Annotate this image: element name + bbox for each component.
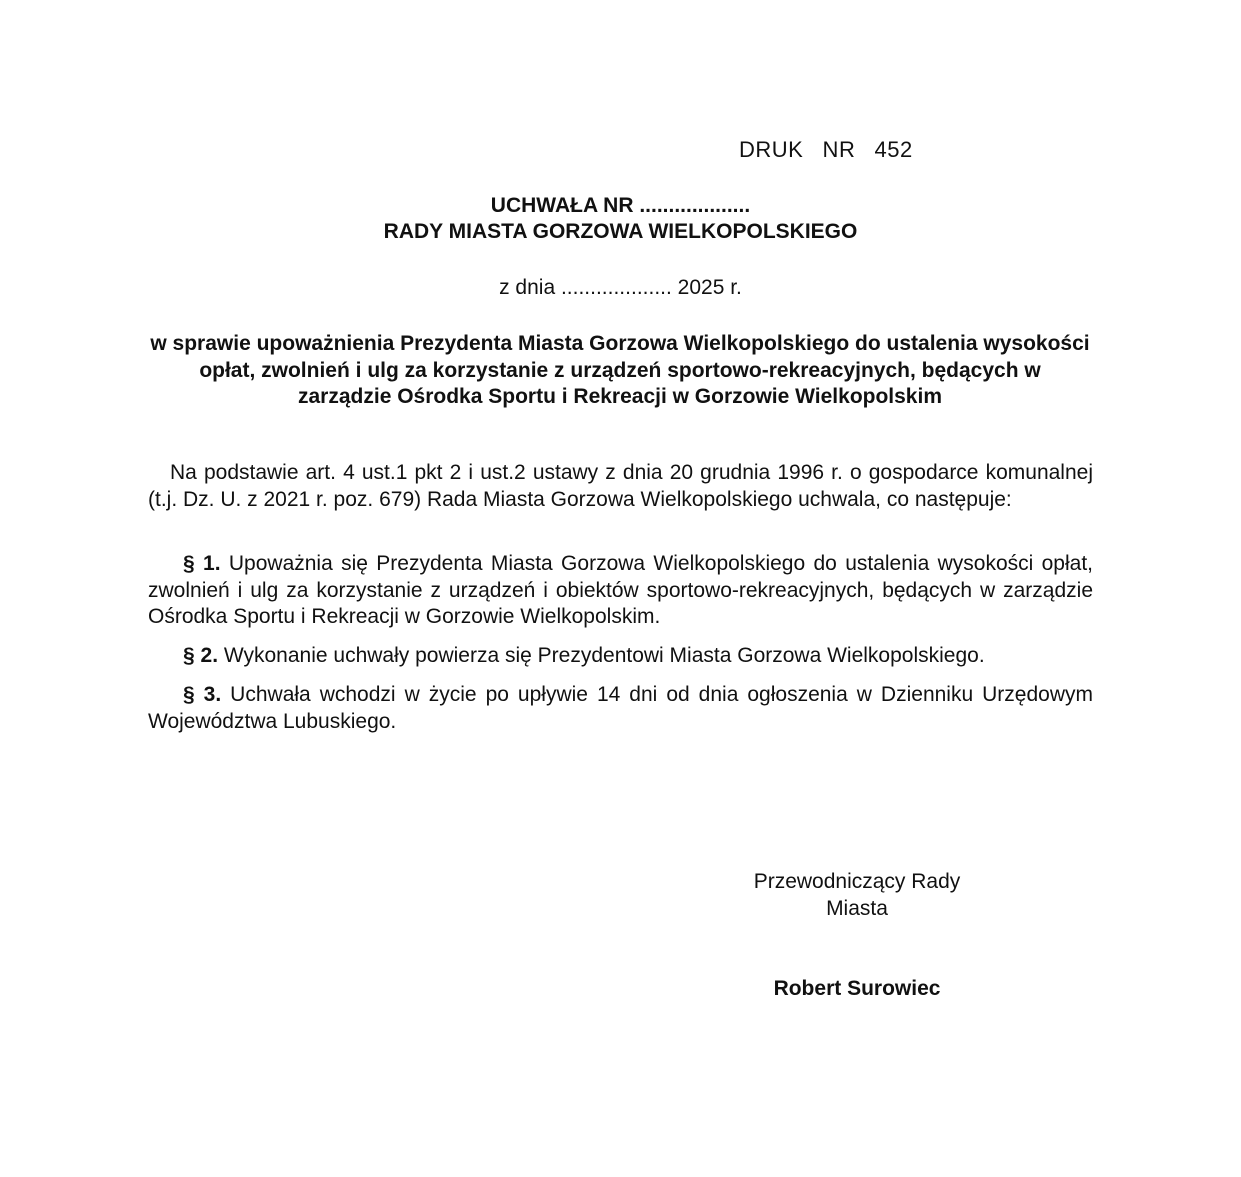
paragraph-number: § 2. [183,644,219,667]
council-name: RADY MIASTA GORZOWA WIELKOPOLSKIEGO [383,220,858,243]
paragraph-1 [148,551,1093,631]
paragraph-text: Upoważnia się Prezydenta Miasta Gorzowa Wielkopolskiego do ustalenia wysokości opłat, zwolnień i ulg za korzystanie z urządzeń i obiektów sportowo-rekreacyjnych, będących w zarządzie Ośrodka Sportu i Rekreacji w Gorzowie Wielkopolskim. [148,552,1094,628]
resolution-title: UCHWAŁA NR ................... [490,194,751,217]
paragraph-text: Uchwała wchodzi w życie po upływie 14 dni od dnia ogłoszenia w Dzienniku Urzędowym Województwa Lubuskiego. [148,683,1093,733]
paragraph-2 [148,643,1093,670]
legal-basis: Na podstawie art. 4 ust.1 pkt 2 i ust.2 ustawy z dnia 20 grudnia 1996 r. o gospodarce komunalnej (t.j. Dz. U. z 2021 r. poz. 679) Rada Miasta Gorzowa Wielkopolskiego uchwala, co następuje: [148,461,1093,511]
paragraph-number: § 3. [183,683,222,706]
resolution-date: z dnia ................... 2025 r. [499,276,742,299]
resolution-subject: w sprawie upoważnienia Prezydenta Miasta Gorzowa Wielkopolskiego do ustalenia wysokości opłat, zwolnień i ulg za korzystanie z urządzeń sportowo-rekreacyjnych, będących w zarządzie Ośrodka Sportu i Rekreacji w Gorzowie Wielkopolskim [150,332,1090,408]
signature-role-cont: Miasta [826,897,888,920]
signatory-name: Robert Surowiec [773,977,941,1000]
paragraph-text: Wykonanie uchwały powierza się Prezydentowi Miasta Gorzowa Wielkopolskiego. [218,644,985,667]
print-number: DRUK NR 452 [739,137,913,162]
paragraph-number: § 1. [183,552,221,575]
paragraph-3 [148,682,1093,735]
signature-role: Przewodniczący Rady [753,870,961,893]
